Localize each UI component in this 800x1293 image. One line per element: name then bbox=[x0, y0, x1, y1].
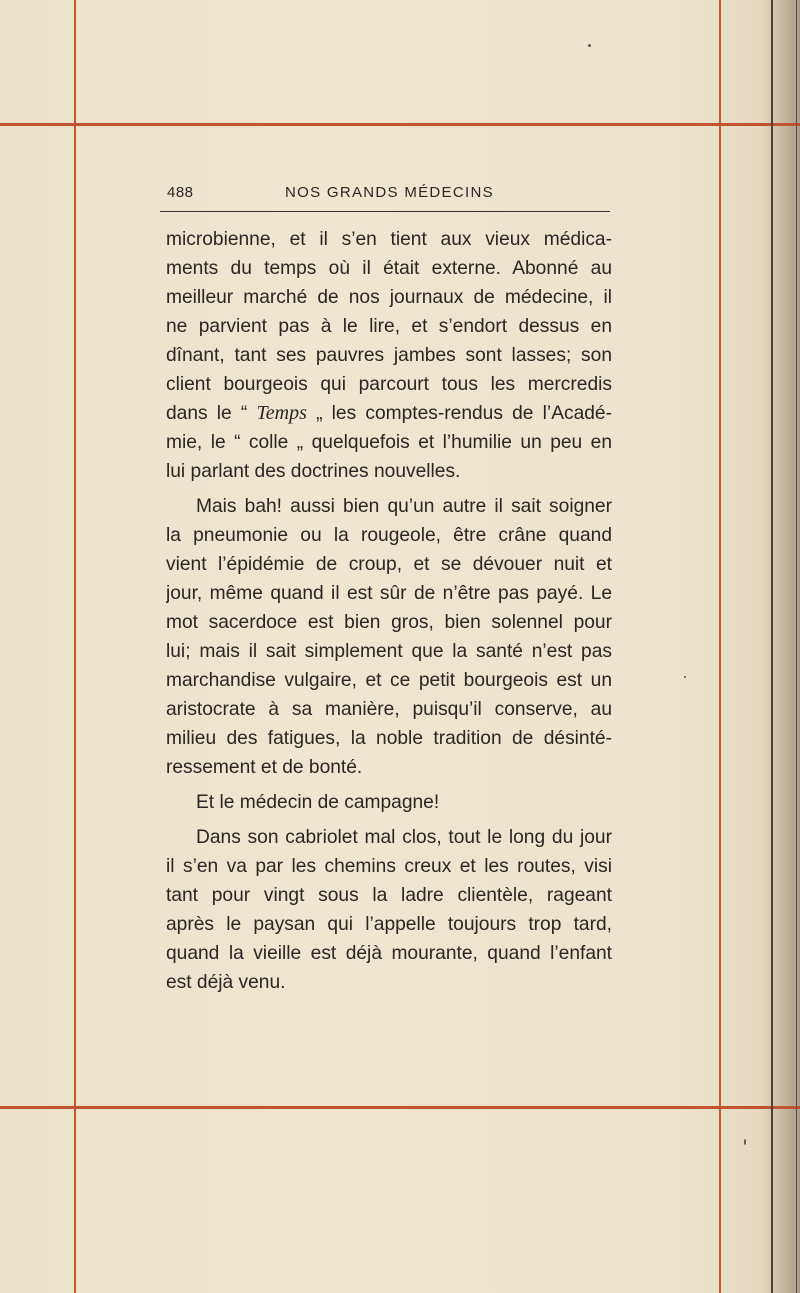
top-margin-line bbox=[0, 123, 800, 126]
text-segment: „ les comptes-rendus de l’Acadé- bbox=[306, 403, 612, 424]
text-line: après le paysan qui l’appelle toujours trop tard, bbox=[166, 914, 612, 935]
text-line: est déjà venu. bbox=[166, 972, 286, 993]
page-edge-line-outer bbox=[796, 0, 797, 1293]
paragraph-3 bbox=[166, 788, 612, 817]
text-line: Et le médecin de campagne! bbox=[196, 792, 440, 813]
text-line: ments du temps où il était externe. Abonné au bbox=[166, 258, 612, 279]
paper-speck bbox=[744, 1139, 746, 1145]
text-line: meilleur marché de nos journaux de médecine, il bbox=[166, 287, 612, 308]
text-line: mie, le “ colle „ quelquefois et l’humilie un peu en bbox=[166, 432, 612, 453]
text-line: il s’en va par les chemins creux et les routes, visi bbox=[166, 856, 612, 877]
paragraph-4 bbox=[166, 823, 612, 997]
text-line: microbienne, et il s’en tient aux vieux médica- bbox=[166, 229, 612, 250]
text-line: la pneumonie ou la rougeole, être crâne quand bbox=[166, 525, 612, 546]
paragraph-2 bbox=[166, 492, 612, 782]
text-line: aristocrate à sa manière, puisqu’il conserve, au bbox=[166, 699, 612, 720]
text-line bbox=[166, 399, 612, 428]
text-line: ne parvient pas à le lire, et s’endort dessus en bbox=[166, 316, 612, 337]
text-line: quand la vieille est déjà mourante, quand l’enfant bbox=[166, 943, 612, 964]
text-line: tant pour vingt sous la ladre clientèle, rageant bbox=[166, 885, 612, 906]
text-line: mot sacerdoce est bien gros, bien solennel pour bbox=[166, 612, 612, 633]
text-line: lui parlant des doctrines nouvelles. bbox=[166, 461, 461, 482]
paper-speck bbox=[588, 44, 591, 47]
page-header bbox=[160, 184, 610, 208]
text-line: client bourgeois qui parcourt tous les mercredis bbox=[166, 374, 612, 395]
page-edge-line bbox=[771, 0, 773, 1293]
bottom-margin-line bbox=[0, 1106, 800, 1109]
text-segment: dans le “ bbox=[166, 403, 257, 424]
text-line: Mais bah! aussi bien qu’un autre il sait soigner bbox=[196, 496, 612, 517]
text-line: Dans son cabriolet mal clos, tout le long du jour bbox=[196, 827, 612, 848]
text-line: marchandise vulgaire, et ce petit bourgeois est un bbox=[166, 670, 612, 691]
running-title: NOS GRANDS MÉDECINS bbox=[285, 184, 494, 201]
paper-speck bbox=[684, 676, 686, 678]
text-line: ressement et de bonté. bbox=[166, 757, 363, 778]
left-margin-line bbox=[74, 0, 76, 1293]
text-line: milieu des fatigues, la noble tradition de désinté- bbox=[166, 728, 612, 749]
text-line: jour, même quand il est sûr de n’être pas payé. Le bbox=[166, 583, 612, 604]
text-line: lui; mais il sait simplement que la santé n’est pas bbox=[166, 641, 612, 662]
text-line: dînant, tant ses pauvres jambes sont lasses; son bbox=[166, 345, 612, 366]
paragraph-1 bbox=[166, 225, 612, 486]
body-text bbox=[166, 225, 612, 997]
header-rule bbox=[160, 211, 610, 212]
right-margin-line bbox=[719, 0, 721, 1293]
italic-title: Temps bbox=[256, 402, 307, 424]
text-line: vient l’épidémie de croup, et se dévouer nuit et bbox=[166, 554, 612, 575]
page-number: 488 bbox=[167, 184, 194, 201]
page-edge-shadow bbox=[760, 0, 800, 1293]
